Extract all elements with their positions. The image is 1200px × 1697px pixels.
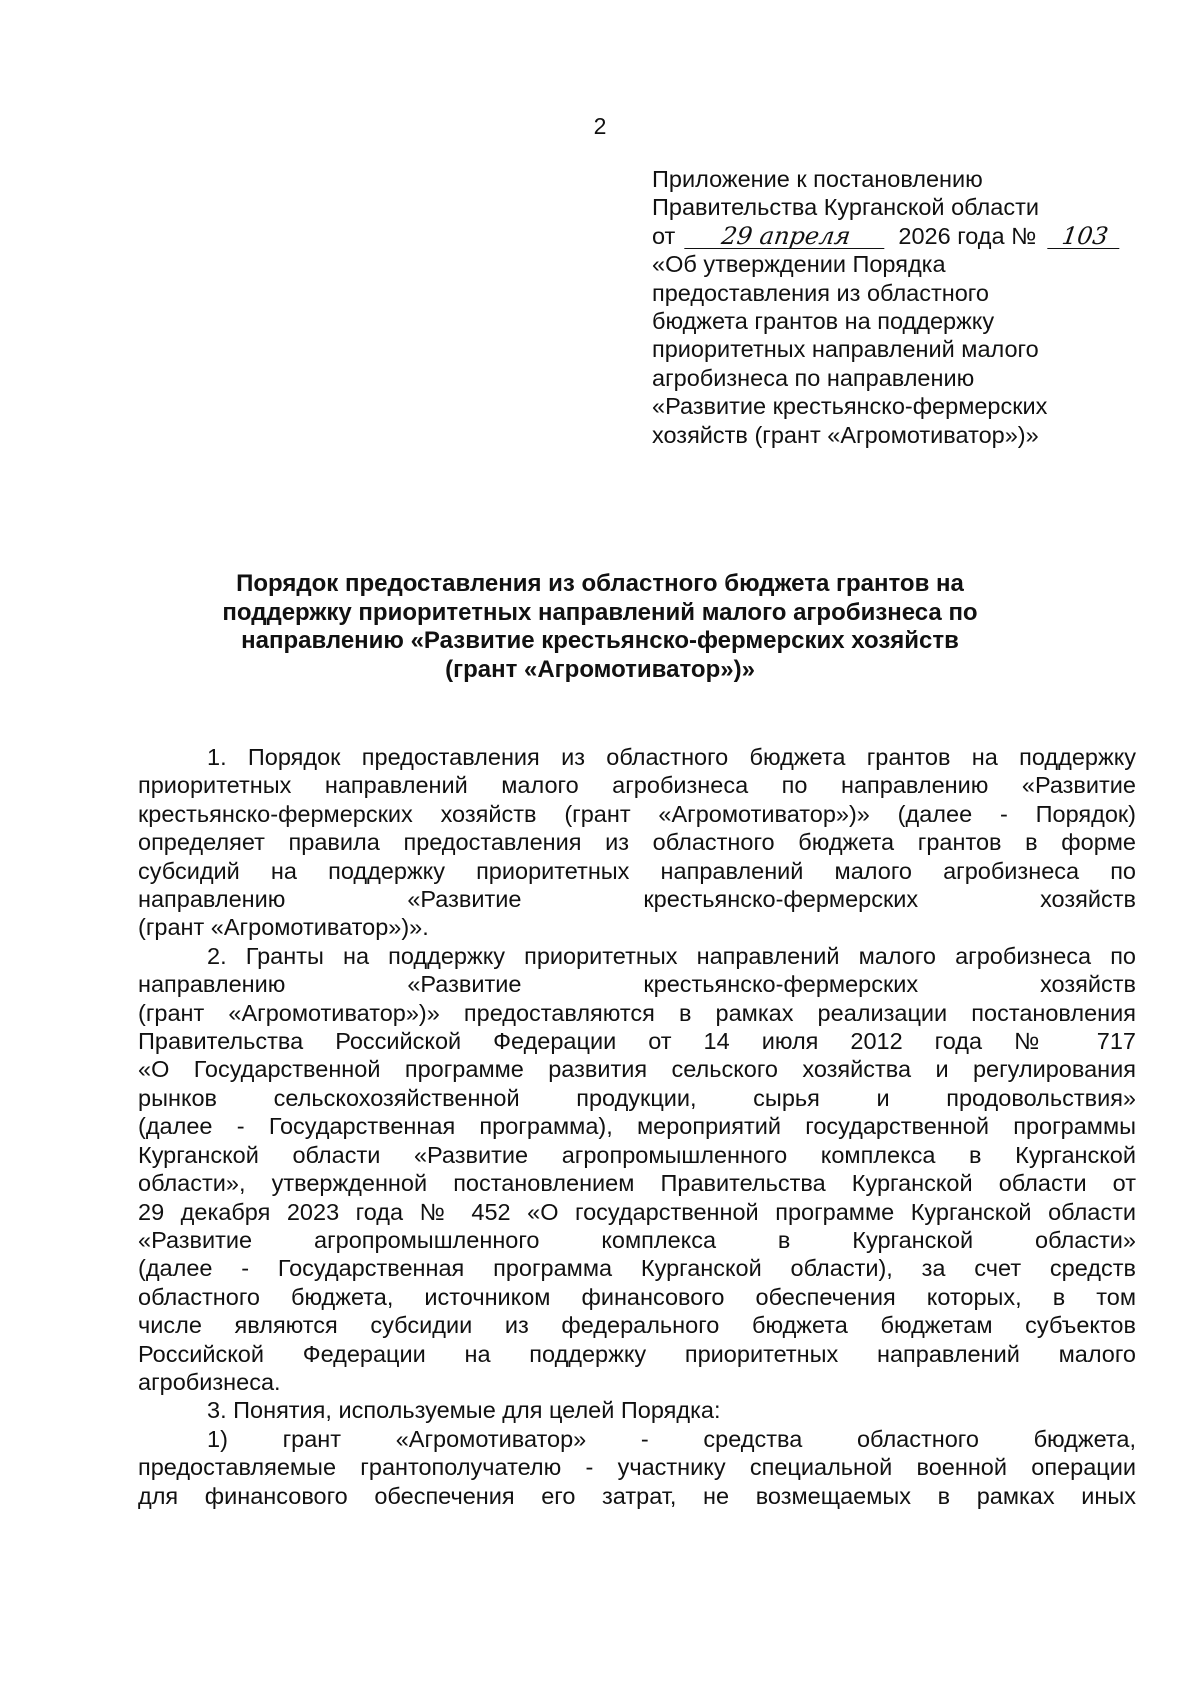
paragraph-2-line: Курганской области «Развитие агропромышленного комплекса в Курганской bbox=[138, 1141, 1136, 1168]
date-prefix: от bbox=[652, 222, 676, 249]
handwritten-number: 103 bbox=[1047, 224, 1123, 249]
title-line: Порядок предоставления из областного бюджета грантов на bbox=[236, 570, 964, 597]
paragraph-2-line: (далее - Государственная программа), мероприятий государственной программы bbox=[138, 1113, 1136, 1140]
paragraph-1-line: определяет правила предоставления из областного бюджета грантов в форме bbox=[138, 829, 1136, 856]
appendix-title-line: агробизнеса по направлению bbox=[652, 364, 975, 391]
document-title bbox=[180, 570, 1020, 684]
paragraph-2-line: «Развитие агропромышленного комплекса в Курганской области» bbox=[138, 1226, 1136, 1253]
paragraph-2-line: (далее - Государственная программа Курганской области), за счет средств bbox=[138, 1255, 1136, 1282]
definition-line: предоставляемые грантополучателю - участнику специальной военной операции bbox=[138, 1454, 1136, 1481]
appendix-line: Правительства Курганской области bbox=[652, 194, 1039, 221]
handwritten-date: 29 апреля bbox=[684, 224, 888, 249]
paragraph-1-line: направлению «Развитие крестьянско-фермерских хозяйств bbox=[138, 886, 1136, 913]
paragraph-2-line: Правительства Российской Федерации от 14 июля 2012 года № 717 bbox=[138, 1028, 1136, 1055]
appendix-title-line: «Развитие крестьянско-фермерских bbox=[652, 393, 1048, 420]
appendix-block bbox=[652, 165, 1122, 449]
paragraph-1-line: приоритетных направлений малого агробизнеса по направлению «Развитие bbox=[138, 772, 1136, 799]
paragraph-2-line: области», утвержденной постановлением Правительства Курганской области от bbox=[138, 1170, 1136, 1197]
paragraph-1-line: 1. Порядок предоставления из областного бюджета грантов на поддержку bbox=[207, 744, 1136, 770]
appendix-title-line: приоритетных направлений малого bbox=[652, 336, 1039, 363]
paragraph-1-line: (грант «Агромотиватор»)». bbox=[138, 914, 429, 941]
paragraph-1-line: субсидий на поддержку приоритетных направлений малого агробизнеса по bbox=[138, 857, 1136, 884]
paragraph-2-line: агробизнеса. bbox=[138, 1368, 281, 1395]
paragraph-2-line: направлению «Развитие крестьянско-фермерских хозяйств bbox=[138, 971, 1136, 998]
paragraph-2-line: (грант «Агромотиватор»)» предоставляются в рамках реализации постановления bbox=[138, 999, 1136, 1026]
title-line: поддержку приоритетных направлений малого агробизнеса по bbox=[222, 598, 978, 626]
paragraph-2-line: «О Государственной программе развития сельского хозяйства и регулирования bbox=[138, 1056, 1136, 1083]
appendix-title-line: «Об утверждении Порядка bbox=[652, 251, 946, 278]
appendix-title-line: бюджета грантов на поддержку bbox=[652, 308, 995, 335]
page-number: 2 bbox=[593, 113, 607, 139]
paragraph-2-line: областного бюджета, источником финансового обеспечения которых, в том bbox=[138, 1283, 1136, 1310]
paragraph-2-line: 2. Гранты на поддержку приоритетных направлений малого агробизнеса по bbox=[207, 942, 1136, 969]
definition-line: для финансового обеспечения его затрат, не возмещаемых в рамках иных bbox=[138, 1482, 1136, 1509]
paragraph-1-line: крестьянско-фермерских хозяйств (грант «Агромотиватор»)» (далее - Порядок) bbox=[138, 800, 1136, 827]
appendix-title-line: хозяйств (грант «Агромотиватор»)» bbox=[652, 421, 1039, 448]
paragraph-2-line: числе являются субсидии из федерального бюджета бюджетам субъектов bbox=[138, 1312, 1136, 1339]
title-line: направлению «Развитие крестьянско-фермерских хозяйств bbox=[241, 627, 959, 654]
title-line: (грант «Агромотиватор»)» bbox=[445, 655, 755, 683]
paragraph-2-line: 29 декабря 2023 года № 452 «О государственной программе Курганской области bbox=[138, 1198, 1136, 1225]
appendix-title-line: предоставления из областного bbox=[652, 279, 989, 306]
paragraph-2-line: Российской Федерации на поддержку приоритетных направлений малого bbox=[138, 1340, 1136, 1367]
definition-line: 1) грант «Агромотиватор» - средства областного бюджета, bbox=[207, 1425, 1136, 1452]
document-body bbox=[138, 743, 1136, 1510]
paragraph-2-line: рынков сельскохозяйственной продукции, сырья и продовольствия» bbox=[138, 1084, 1136, 1111]
paragraph-3-line: 3. Понятия, используемые для целей Порядка: bbox=[207, 1397, 721, 1424]
year-text: 2026 года № bbox=[898, 222, 1037, 249]
appendix-date-line bbox=[652, 222, 1122, 250]
appendix-line: Приложение к постановлению bbox=[652, 166, 983, 192]
